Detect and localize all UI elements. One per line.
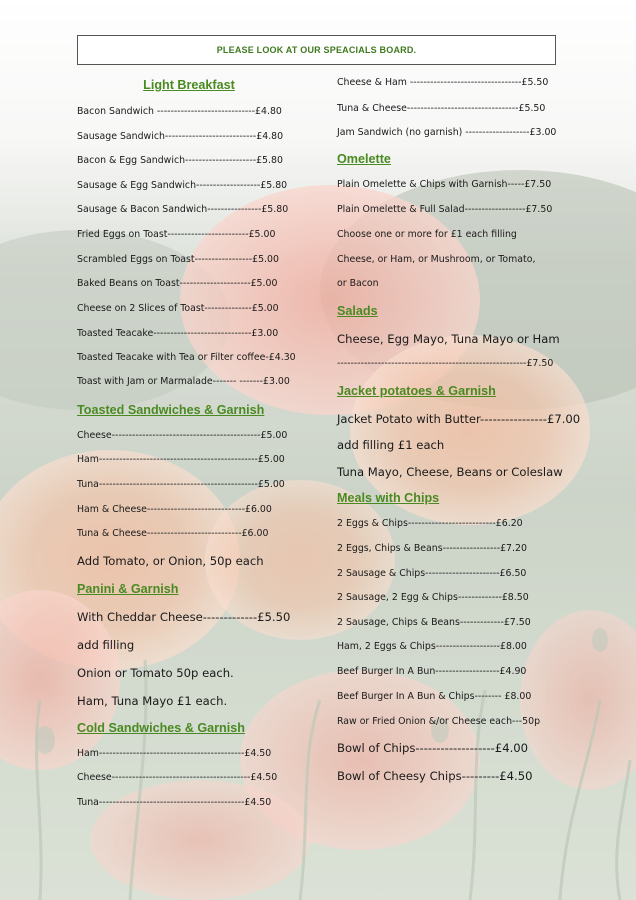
menu-item: Sausage & Egg Sandwich-------------------£5.80 (77, 180, 288, 191)
menu-note: Jacket Potato with Butter----------------£7.00 (337, 412, 581, 426)
menu-item: Plain Omelette & Chips with Garnish-----£7.50 (337, 179, 552, 190)
menu-item: Bacon Sandwich -----------------------------£4.80 (77, 106, 282, 117)
menu-item: Beef Burger In A Bun-------------------£4.90 (337, 666, 527, 677)
menu-item: Ham & Cheese-----------------------------£6.00 (77, 504, 272, 515)
menu-item: Tuna & Cheese----------------------------£6.00 (77, 528, 269, 539)
menu-item: Jam Sandwich (no garnish) -------------------£3.00 (337, 127, 557, 138)
menu-note: Tuna Mayo, Cheese, Beans or Coleslaw (337, 465, 563, 479)
menu-item: Raw or Fried Onion &/or Cheese each---50p (337, 716, 541, 727)
section-heading: Meals with Chips (337, 491, 440, 505)
specials-board-notice (77, 35, 556, 65)
menu-item: 2 Eggs, Chips & Beans-----------------£7.20 (337, 543, 527, 554)
menu-item: Scrambled Eggs on Toast-----------------£5.00 (77, 254, 279, 265)
menu-item: Cheese on 2 Slices of Toast--------------£5.00 (77, 303, 279, 314)
menu-item: Plain Omelette & Full Salad------------------£7.50 (337, 204, 553, 215)
menu-item: 2 Sausage, Chips & Beans-------------£7.50 (337, 617, 531, 628)
menu-item: Cheese, or Ham, or Mushroom, or Tomato, (337, 254, 536, 265)
menu-item: Cheese-----------------------------------------£4.50 (77, 772, 278, 783)
section-heading: Cold Sandwiches & Garnish (77, 721, 245, 735)
menu-item: 2 Sausage & Chips----------------------£6.50 (337, 568, 527, 579)
menu-note: Bowl of Chips-------------------£4.00 (337, 741, 529, 755)
section-heading: Light Breakfast (143, 78, 235, 92)
menu-item: Bacon & Egg Sandwich---------------------£5.80 (77, 155, 283, 166)
menu-item: Baked Beans on Toast---------------------£5.00 (77, 278, 278, 289)
menu-item: Fried Eggs on Toast------------------------£5.00 (77, 229, 276, 240)
menu-item: Cheese--------------------------------------------£5.00 (77, 430, 288, 441)
menu-item: Cheese & Ham ---------------------------------£5.50 (337, 77, 549, 88)
menu-item: Ham-----------------------------------------------£5.00 (77, 454, 285, 465)
menu-item: Toasted Teacake with Tea or Filter coffee-£4.30 (77, 352, 296, 363)
menu-note: With Cheddar Cheese-------------£5.50 (77, 610, 291, 624)
menu-item: Toasted Teacake-----------------------------£3.00 (77, 328, 279, 339)
menu-item: Tuna-----------------------------------------------£5.00 (77, 479, 285, 490)
menu-note: add filling £1 each (337, 438, 445, 452)
menu-note: Onion or Tomato 50p each. (77, 666, 234, 680)
specials-board-notice-text: PLEASE LOOK AT OUR SPEACIALS BOARD. (216, 45, 417, 55)
menu-note: Ham, Tuna Mayo £1 each. (77, 694, 228, 708)
menu-item: Beef Burger In A Bun & Chips-------- £8.00 (337, 691, 532, 702)
menu-item: Ham-------------------------------------------£4.50 (77, 748, 272, 759)
menu-item: Toast with Jam or Marmalade------- -------£3.00 (77, 376, 290, 387)
menu-item: Sausage & Bacon Sandwich----------------£5.80 (77, 204, 289, 215)
menu-item: or Bacon (337, 278, 379, 289)
section-heading: Omelette (337, 152, 391, 166)
menu-note: Cheese, Egg Mayo, Tuna Mayo or Ham (337, 332, 560, 346)
section-heading: Jacket potatoes & Garnish (337, 384, 496, 398)
menu-item: Sausage Sandwich---------------------------£4.80 (77, 131, 284, 142)
menu-item: 2 Sausage, 2 Egg & Chips-------------£8.50 (337, 592, 529, 603)
menu-item: Ham, 2 Eggs & Chips-------------------£8.00 (337, 641, 527, 652)
menu-note: Add Tomato, or Onion, 50p each (77, 554, 264, 568)
menu-note: Bowl of Cheesy Chips---------£4.50 (337, 769, 533, 783)
section-heading: Toasted Sandwiches & Garnish (77, 403, 265, 417)
menu-note: add filling (77, 638, 135, 652)
menu-item: Tuna & Cheese---------------------------------£5.50 (337, 103, 546, 114)
menu-item: Choose one or more for £1 each filling (337, 229, 517, 240)
menu-item: --------------------------------------------------------£7.50 (337, 358, 554, 369)
menu-item: 2 Eggs & Chips--------------------------£6.20 (337, 518, 523, 529)
menu-item: Tuna-------------------------------------------£4.50 (77, 797, 272, 808)
section-heading: Salads (337, 304, 378, 318)
section-heading: Panini & Garnish (77, 582, 179, 596)
